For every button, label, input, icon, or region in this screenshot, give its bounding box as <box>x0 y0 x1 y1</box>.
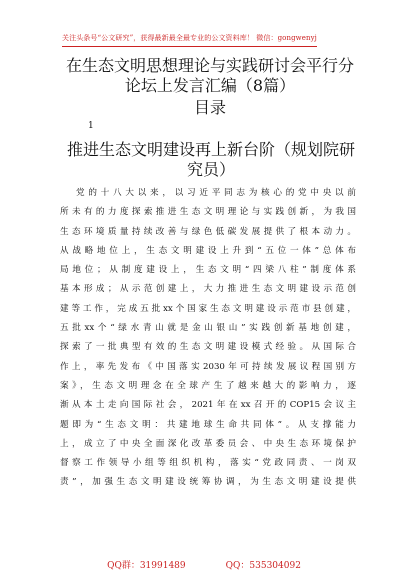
body-line: 探索了一批典型有效的生态文明建设模式经验。从国际合 <box>60 342 356 353</box>
promo-banner <box>62 34 317 47</box>
document-title-line-2: 论坛上发言汇编（8篇） <box>124 76 296 95</box>
body-line: 局地位；从制度建设上，生态文明“四梁八柱”制度体系 <box>60 265 356 276</box>
body-line: 作上，率先发布《中国落实2030年可持续发展议程国别方 <box>60 361 356 372</box>
footer-qq: QQ：535304092 <box>225 561 301 571</box>
body-line: 所未有的力度探索推进生态文明理论与实践创新，为我国 <box>60 207 356 218</box>
section-heading-line-1: 推进生态文明建设再上新台阶（规划院研 <box>66 140 355 159</box>
body-line: 上，成立了中央全面深化改革委员会、中央生态环境保护 <box>60 438 356 449</box>
section-heading-line-2: 究员） <box>186 160 235 179</box>
body-line: 建等工作，完成五批xx个国家生态文明建设示范市县创建， <box>60 303 356 314</box>
body-line: 案》，生态文明理念在全球产生了越来越大的影响力，逐 <box>60 380 356 391</box>
body-line: 生态环境质量持续改善与绿色低碳发展提供了根本动力。 <box>60 226 356 237</box>
body-line: 渐从本土走向国际社会，2021年在xx召开的COP15会议主 <box>60 400 356 411</box>
toc-label: 目录 <box>193 98 226 117</box>
footer-qq-group: QQ群：31991489 <box>107 561 186 571</box>
body-text <box>60 184 356 493</box>
promo-text: 关注头条号“公文研究”，获得最新最全最专业的公文资料库！ 微信：gongwenyj <box>62 34 317 42</box>
footer-contact <box>0 560 408 572</box>
body-line: 题即为“生态文明：共建地球生命共同体”。从支撑能力 <box>60 419 356 430</box>
document-title-line-1: 在生态文明思想理论与实践研讨会平行分 <box>65 56 354 75</box>
body-line: 督察工作领导小组等组织机构，落实“党政同责、一岗双 <box>60 458 356 469</box>
body-line: 党的十八大以来，以习近平同志为核心的党中央以前 <box>76 188 356 198</box>
body-line: 从战略地位上，生态文明建设上升到“五位一体”总体布 <box>60 245 356 256</box>
body-line: 基本形成；从示范创建上，大力推进生态文明建设示范创 <box>60 284 356 295</box>
item-number: 1 <box>88 121 94 131</box>
body-line: 五批xx个“绿水青山就是金山银山”实践创新基地创建， <box>60 323 356 334</box>
body-line: 责”，加强生态文明建设统筹协调，为生态文明建设提供 <box>60 477 356 488</box>
